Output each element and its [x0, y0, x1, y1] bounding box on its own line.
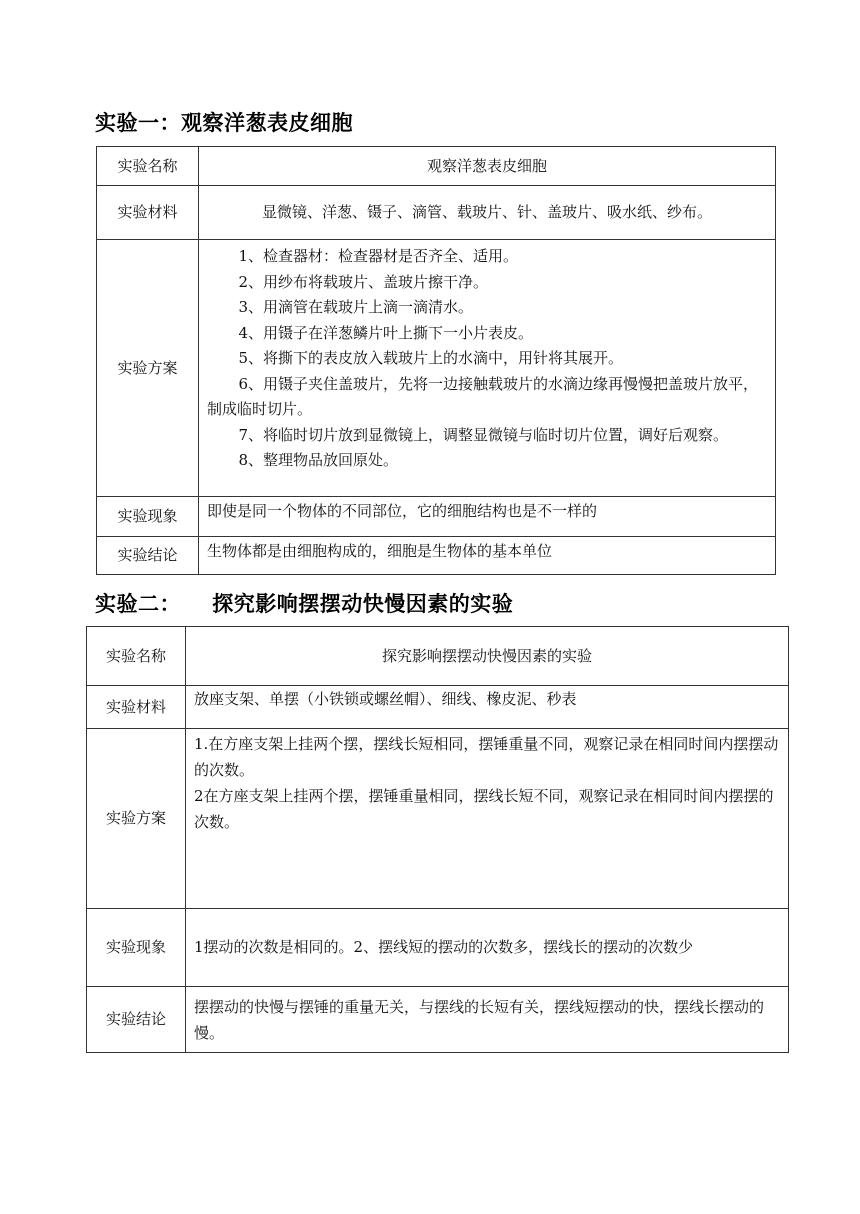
exp2-conclusion-label: 实验结论 [87, 987, 186, 1053]
exp1-materials-row [97, 186, 776, 240]
exp2-plan-step: 1.在方座支架上挂两个摆，摆线长短相同，摆锤重量不同，观察记录在相同时间内摆摆动的次数。 [194, 735, 779, 779]
exp1-plan-step: 7、将临时切片放到显微镜上，调整显微镜与临时切片位置，调好后观察。 [238, 425, 729, 444]
exp1-plan-step: 3、用滴管在载玻片上滴一滴清水。 [238, 298, 474, 316]
exp2-name-label: 实验名称 [87, 627, 186, 686]
exp1-plan-steps [199, 240, 776, 497]
exp1-name-value: 观察洋葱表皮细胞 [199, 147, 776, 186]
exp1-phenomenon-label: 实验现象 [97, 497, 199, 537]
exp1-plan-label: 实验方案 [97, 240, 199, 497]
exp2-table [86, 626, 789, 1053]
exp2-phenomenon-value: 1摆动的次数是相同的。2、摆线短的摆动的次数多，摆线长的摆动的次数少 [186, 909, 789, 987]
exp2-name-value: 探究影响摆摆动快慢因素的实验 [186, 627, 789, 686]
exp1-plan-step: 6、用镊子夹住盖玻片，先将一边接触载玻片的水滴边缘再慢慢把盖玻片放平，制成临时切片。 [207, 374, 759, 418]
exp1-table [96, 146, 776, 575]
exp1-plan-step: 8、整理物品放回原处。 [238, 451, 399, 469]
exp2-name-row [87, 627, 789, 686]
exp1-materials-value: 显微镜、洋葱、镊子、滴管、载玻片、针、盖玻片、吸水纸、纱布。 [199, 186, 776, 240]
exp1-name-row [97, 147, 776, 186]
exp2-plan-row [87, 729, 789, 909]
exp2-materials-label: 实验材料 [87, 686, 186, 729]
exp2-conclusion-row [87, 987, 789, 1053]
exp2-plan-step: 2在方座支架上挂两个摆，摆锤重量相同，摆线长短不同，观察记录在相同时间内摆摆的次数。 [194, 787, 774, 831]
exp2-plan-steps [186, 729, 789, 909]
exp1-phenomenon-value: 即使是同一个物体的不同部位，它的细胞结构也是不一样的 [199, 497, 776, 537]
exp1-plan-step: 4、用镊子在洋葱鳞片叶上撕下一小片表皮。 [238, 323, 534, 342]
exp2-heading: 实验二： 探究影响摆摆动快慢因素的实验 [95, 592, 514, 616]
exp2-materials-row [87, 686, 789, 729]
exp2-plan-label: 实验方案 [87, 729, 186, 909]
exp1-conclusion-label: 实验结论 [97, 537, 199, 575]
exp2-phenomenon-label: 实验现象 [87, 909, 186, 987]
exp1-plan-row [97, 240, 776, 497]
exp1-plan-step: 1、检查器材：检查器材是否齐全、适用。 [238, 247, 519, 265]
exp2-phenomenon-row [87, 909, 789, 987]
exp1-name-label: 实验名称 [97, 147, 199, 186]
exp1-plan-step: 2、用纱布将载玻片、盖玻片擦干净。 [238, 272, 489, 291]
exp1-materials-label: 实验材料 [97, 186, 199, 240]
exp2-materials-value: 放座支架、单摆（小铁锁或螺丝帽）、细线、橡皮泥、秒表 [186, 686, 789, 729]
exp1-conclusion-row [97, 537, 776, 575]
exp1-heading: 实验一：观察洋葱表皮细胞 [95, 111, 353, 135]
exp1-conclusion-value: 生物体都是由细胞构成的，细胞是生物体的基本单位 [199, 537, 776, 575]
exp1-plan-step: 5、将撕下的表皮放入载玻片上的水滴中，用针将其展开。 [238, 349, 624, 367]
exp2-conclusion-value: 摆摆动的快慢与摆锤的重量无关，与摆线的长短有关，摆线短摆动的快，摆线长摆动的慢。 [186, 987, 789, 1053]
exp1-phenomenon-row [97, 497, 776, 537]
